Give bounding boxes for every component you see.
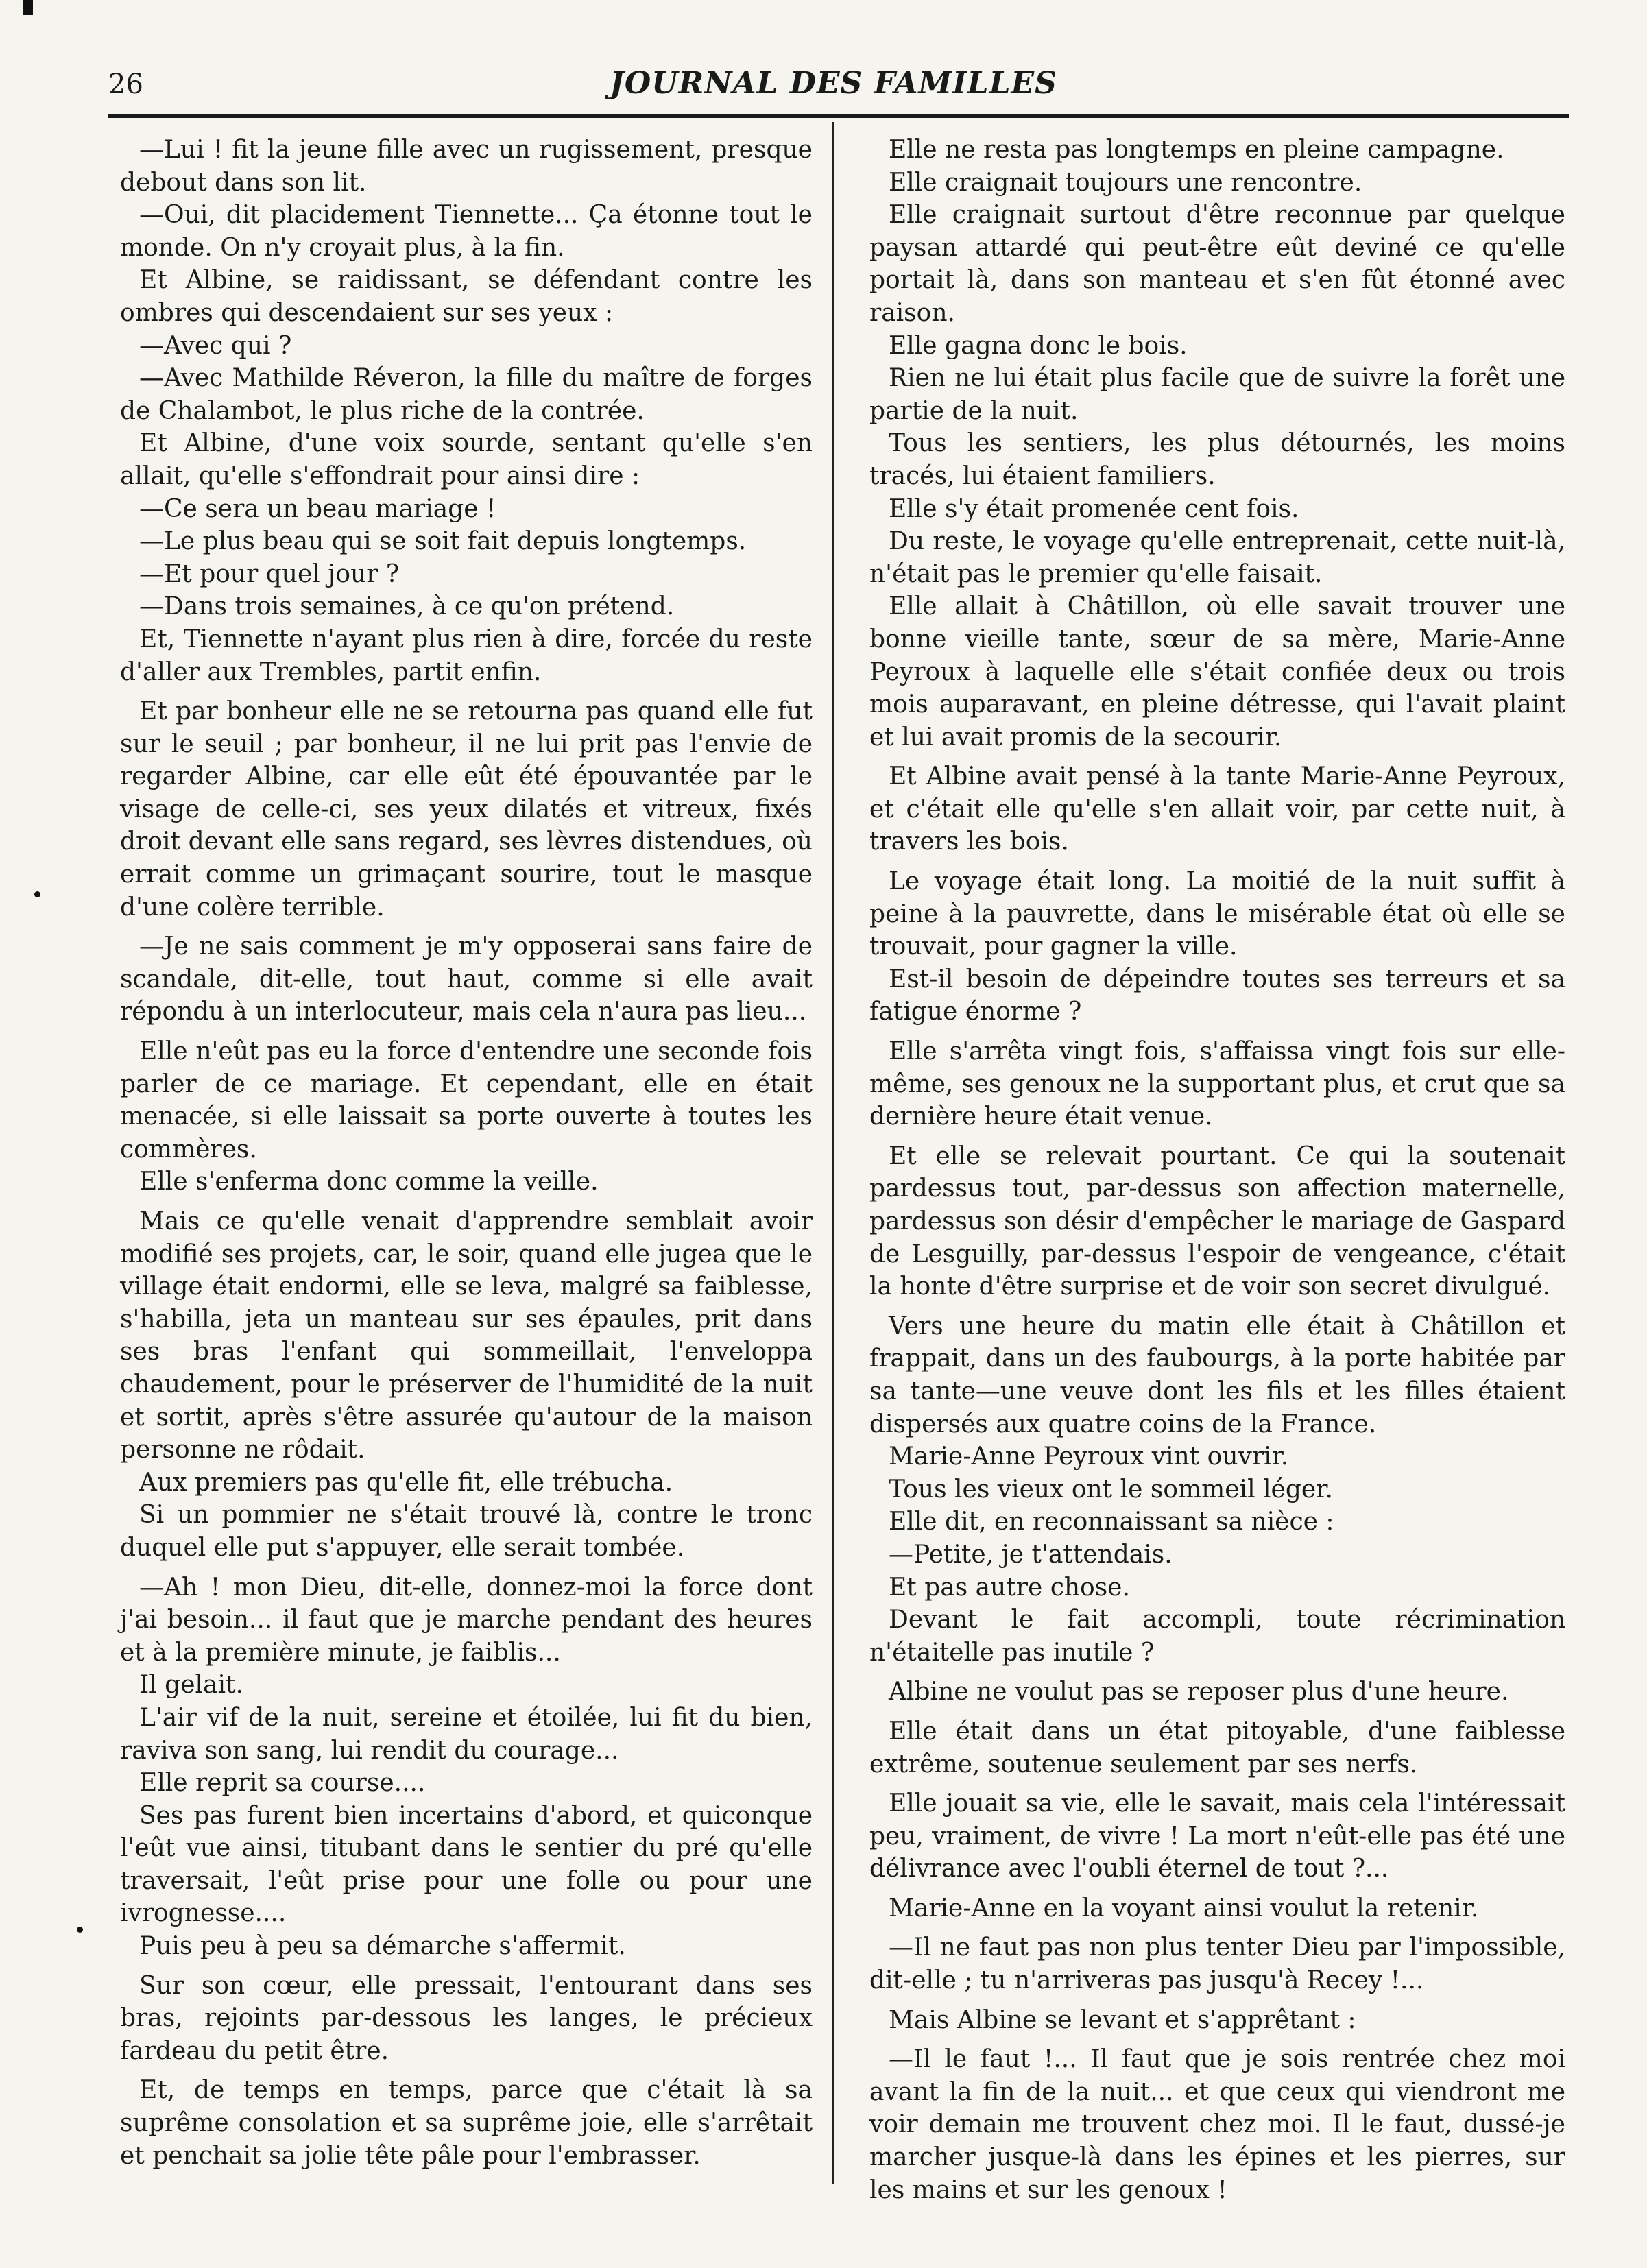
paragraph: Elle ne resta pas longtemps en pleine campagne. (889, 136, 1504, 164)
paragraph: Si un pommier ne s'était trouvé là, contre le tronc duquel elle put s'appuyer, elle serait tombée. (120, 1501, 813, 1562)
paragraph: Devant le fait accompli, toute récrimination n'étaitelle pas inutile ? (869, 1606, 1565, 1667)
paragraph: Et, de temps en temps, parce que c'était là sa suprême consolation et sa suprême joie, elle s'arrêtait et penchait sa jolie tête pâle pour l'embrasser. (120, 2076, 813, 2170)
left-column (120, 134, 813, 2172)
paragraph: Elle allait à Châtillon, où elle savait trouver une bonne vieille tante, sœur de sa mère, Marie-Anne Peyroux à laquelle elle s'était confiée deux ou trois mois auparavant, en pleine détresse, qui l'avait plaint et lui avait promis de la secourir. (869, 592, 1565, 751)
page-number: 26 (108, 69, 143, 100)
paragraph: —Et pour quel jour ? (139, 559, 400, 588)
paragraph: Elle craignait surtout d'être reconnue par quelque paysan attardé qui peut-être eût deviné ce qu'elle portait là, dans son manteau et s'en fût étonné avec raison. (869, 201, 1565, 327)
margin-ink-dot (34, 891, 40, 897)
paragraph: Et Albine avait pensé à la tante Marie-Anne Peyroux, et c'était elle qu'elle s'en allait voir, par cette nuit, à travers les bois. (869, 762, 1565, 856)
paragraph: Elle dit, en reconnaissant sa nièce : (889, 1508, 1334, 1536)
paragraph: Est-il besoin de dépeindre toutes ses terreurs et sa fatigue énorme ? (869, 965, 1565, 1026)
paragraph: —Avec Mathilde Réveron, la fille du maître de forges de Chalambot, le plus riche de la contrée. (120, 364, 813, 425)
paragraph: Vers une heure du matin elle était à Châtillon et frappait, dans un des faubourgs, à la porte habitée par sa tante—une veuve dont les fils et les filles étaient dispersés aux quatre coins de la France. (869, 1312, 1565, 1438)
paragraph: Du reste, le voyage qu'elle entreprenait, cette nuit-là, n'était pas le premier qu'elle faisait. (869, 527, 1565, 588)
paragraph: Elle n'eût pas eu la force d'entendre une seconde fois parler de ce mariage. Et cependant, elle en était menacée, si elle laissait sa porte ouverte à toutes les commères. (120, 1037, 813, 1163)
paragraph: Tous les sentiers, les plus détournés, les moins tracés, lui étaient familiers. (869, 429, 1565, 490)
paragraph: —Il le faut !... Il faut que je sois rentrée chez moi avant la fin de la nuit... et que ceux qui viendront me voir demain me trouvent chez moi. Il le faut, dussé-je marcher jusque-là dans les épines et les pierres, sur les mains et sur les genoux ! (869, 2045, 1565, 2204)
paragraph: Elle s'y était promenée cent fois. (889, 494, 1299, 523)
paragraph: Sur son cœur, elle pressait, l'entourant dans ses bras, rejoints par-dessous les langes, le précieux fardeau du petit être. (120, 1971, 813, 2065)
paragraph: Mais Albine se levant et s'apprêtant : (889, 2005, 1356, 2034)
running-title: JOURNAL DES FAMILLES (610, 66, 1057, 101)
corner-ink-mark (23, 0, 33, 15)
paragraph: —Ce sera un beau mariage ! (139, 494, 496, 523)
paragraph: Elle gagna donc le bois. (889, 331, 1188, 360)
paragraph: Elle s'arrêta vingt fois, s'affaissa vingt fois sur elle-même, ses genoux ne la supportant plus, et crut que sa dernière heure était venue. (869, 1037, 1565, 1131)
paragraph: —Ah ! mon Dieu, dit-elle, donnez-moi la force dont j'ai besoin... il faut que je marche pendant des heures et à la première minute, je faiblis... (120, 1573, 813, 1667)
paragraph: Aux premiers pas qu'elle fit, elle trébucha. (139, 1468, 673, 1497)
paragraph: Mais ce qu'elle venait d'apprendre semblait avoir modifié ses projets, car, le soir, quand elle jugea que le village était endormi, elle se leva, malgré sa faiblesse, s'habilla, jeta un manteau sur ses épaules, prit dans ses bras l'enfant qui sommeillait, l'enveloppa chaudement, pour le préserver de l'humidité de la nuit et sortit, après s'être assurée qu'autour de la maison personne ne rôdait. (120, 1207, 813, 1464)
paragraph: Tous les vieux ont le sommeil léger. (889, 1475, 1333, 1504)
paragraph: Elle s'enferma donc comme la veille. (139, 1168, 599, 1196)
paragraph: Puis peu à peu sa démarche s'affermit. (139, 1932, 626, 1961)
paragraph: Il gelait. (139, 1671, 243, 1700)
paragraph: —Dans trois semaines, à ce qu'on prétend. (139, 592, 675, 621)
margin-ink-dot (77, 1927, 83, 1933)
paragraph: —Petite, je t'attendais. (889, 1540, 1173, 1569)
paragraph: Et pas autre chose. (889, 1573, 1130, 1602)
paragraph: Elle jouait sa vie, elle le savait, mais cela l'intéressait peu, vraiment, de vivre ! La mort n'eût-elle pas été une délivrance avec l'oubli éternel de tout ?... (869, 1789, 1565, 1883)
paragraph: —Le plus beau qui se soit fait depuis longtemps. (139, 527, 747, 556)
paragraph: Et par bonheur elle ne se retourna pas quand elle fut sur le seuil ; par bonheur, il ne lui prit pas l'envie de regarder Albine, car elle eût été épouvantée par le visage de celle-ci, ses yeux dilatés et vitreux, fixés droit devant elle sans regard, ses lèvres distendues, où errait comme un grimaçant sourire, tout le masque d'une colère terrible. (120, 697, 813, 921)
paragraph: Albine ne voulut pas se reposer plus d'une heure. (889, 1678, 1509, 1706)
paragraph: —Il ne faut pas non plus tenter Dieu par l'impossible, dit-elle ; tu n'arriveras pas jusqu'à Recey !... (869, 1933, 1565, 1995)
right-column (869, 134, 1565, 2206)
paragraph: Rien ne lui était plus facile que de suivre la forêt une partie de la nuit. (869, 364, 1565, 425)
paragraph: Et Albine, se raidissant, se défendant contre les ombres qui descendaient sur ses yeux : (120, 266, 813, 327)
paragraph: Ses pas furent bien incertains d'abord, et quiconque l'eût vue ainsi, titubant dans le sentier du pré qu'elle traversait, l'eût prise pour une folle ou pour une ivrognesse.... (120, 1801, 813, 1928)
paragraph: Et Albine, d'une voix sourde, sentant qu'elle s'en allait, qu'elle s'effondrait pour ainsi dire : (120, 429, 813, 490)
header-rule (108, 114, 1569, 118)
paragraph: Elle était dans un état pitoyable, d'une faiblesse extrême, soutenue seulement par ses nerfs. (869, 1717, 1565, 1778)
paragraph: Marie-Anne en la voyant ainsi voulut la retenir. (889, 1894, 1479, 1922)
paragraph: —Avec qui ? (139, 331, 292, 360)
paragraph: Elle reprit sa course.... (139, 1769, 426, 1798)
paragraph: Marie-Anne Peyroux vint ouvrir. (889, 1443, 1289, 1471)
paragraph: —Je ne sais comment je m'y opposerai sans faire de scandale, dit-elle, tout haut, comme si elle avait répondu à un interlocuteur, mais cela n'aura pas lieu... (120, 932, 813, 1026)
page-header (108, 63, 1559, 118)
paragraph: —Lui ! fit la jeune fille avec un rugissement, presque debout dans son lit. (120, 136, 813, 197)
paragraph: L'air vif de la nuit, sereine et étoilée, lui fit du bien, raviva son sang, lui rendit du courage... (120, 1703, 813, 1765)
paragraph: Elle craignait toujours une rencontre. (889, 168, 1362, 197)
paragraph: Et elle se relevait pourtant. Ce qui la soutenait pardessus tout, par-dessus son affection maternelle, pardessus son désir d'empêcher le mariage de Gaspard de Lesguilly, par-dessus l'espoir de vengeance, c'était la honte d'être surprise et de voir son secret divulgué. (869, 1142, 1566, 1301)
column-divider (832, 122, 834, 2184)
paragraph: Et, Tiennette n'ayant plus rien à dire, forcée du reste d'aller aux Trembles, partit enfin. (120, 625, 813, 686)
paragraph: Le voyage était long. La moitié de la nuit suffit à peine à la pauvrette, dans le misérable état où elle se trouvait, pour gagner la ville. (869, 867, 1565, 961)
paragraph: —Oui, dit placidement Tiennette... Ça étonne tout le monde. On n'y croyait plus, à la fin. (120, 201, 813, 262)
